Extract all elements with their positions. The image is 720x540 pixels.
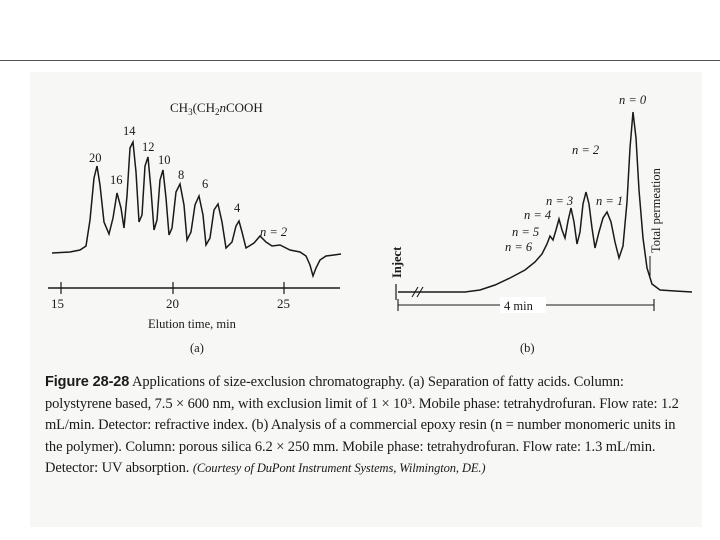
peak-label-n5: n = 5 — [512, 225, 540, 239]
scale-bar-label: 4 min — [504, 299, 533, 313]
peak-label-4: 4 — [234, 201, 241, 215]
peak-label-12: 12 — [142, 140, 155, 154]
peak-label-20: 20 — [89, 151, 102, 165]
peak-label-n6: n = 6 — [505, 240, 533, 254]
inject-label: Inject — [390, 246, 404, 278]
tick-label-20: 20 — [166, 296, 179, 311]
peak-label-n1: n = 1 — [596, 194, 624, 208]
trace-b — [398, 112, 692, 292]
tick-label-25: 25 — [277, 296, 290, 311]
panel-tag-a: (a) — [190, 341, 204, 355]
peak-label-n2-a: n = 2 — [260, 225, 288, 239]
peak-label-14: 14 — [123, 124, 136, 138]
panel-tag-b: (b) — [520, 341, 535, 355]
peak-label-8: 8 — [178, 168, 185, 182]
peak-label-n3: n = 3 — [546, 194, 574, 208]
figure-caption — [45, 372, 685, 480]
peak-label-16: 16 — [110, 173, 123, 187]
total-permeation-label: Total permeation — [649, 168, 663, 253]
peak-label-10: 10 — [158, 153, 171, 167]
peak-label-6: 6 — [202, 177, 209, 191]
formula-label: $CH_3(CH_2nCOOH$ — [170, 100, 263, 117]
peak-label-n2-b: n = 2 — [572, 143, 600, 157]
peak-label-n4: n = 4 — [524, 208, 552, 222]
figure-number: Figure 28-28 — [45, 374, 130, 390]
caption-courtesy: (Courtesy of DuPont Instrument Systems, Wilmington, DE.) — [192, 461, 486, 475]
tick-label-15: 15 — [51, 296, 64, 311]
caption-text: Applications of size-exclusion chromatography. (a) Separation of fatty acids. Column: polystyrene based, 7.5 × 600 nm, with exclusion limit of 1 × 10³. Mobile phase: tetrahydrofuran. Flow rate: 1.2 mL/min. Detector: refractive index. (b) Analysis of a commercial epoxy resin (n = number monomeric units in the polymer). Column: porous silica 6.2 × 250 mm. Mobile phase: tetrahydrofuran. Flow rate: 1.3 mL/min. Detector: UV absorption. — [45, 374, 679, 476]
x-axis-label-a: Elution time, min — [148, 317, 236, 331]
peak-label-n0: n = 0 — [619, 93, 647, 107]
